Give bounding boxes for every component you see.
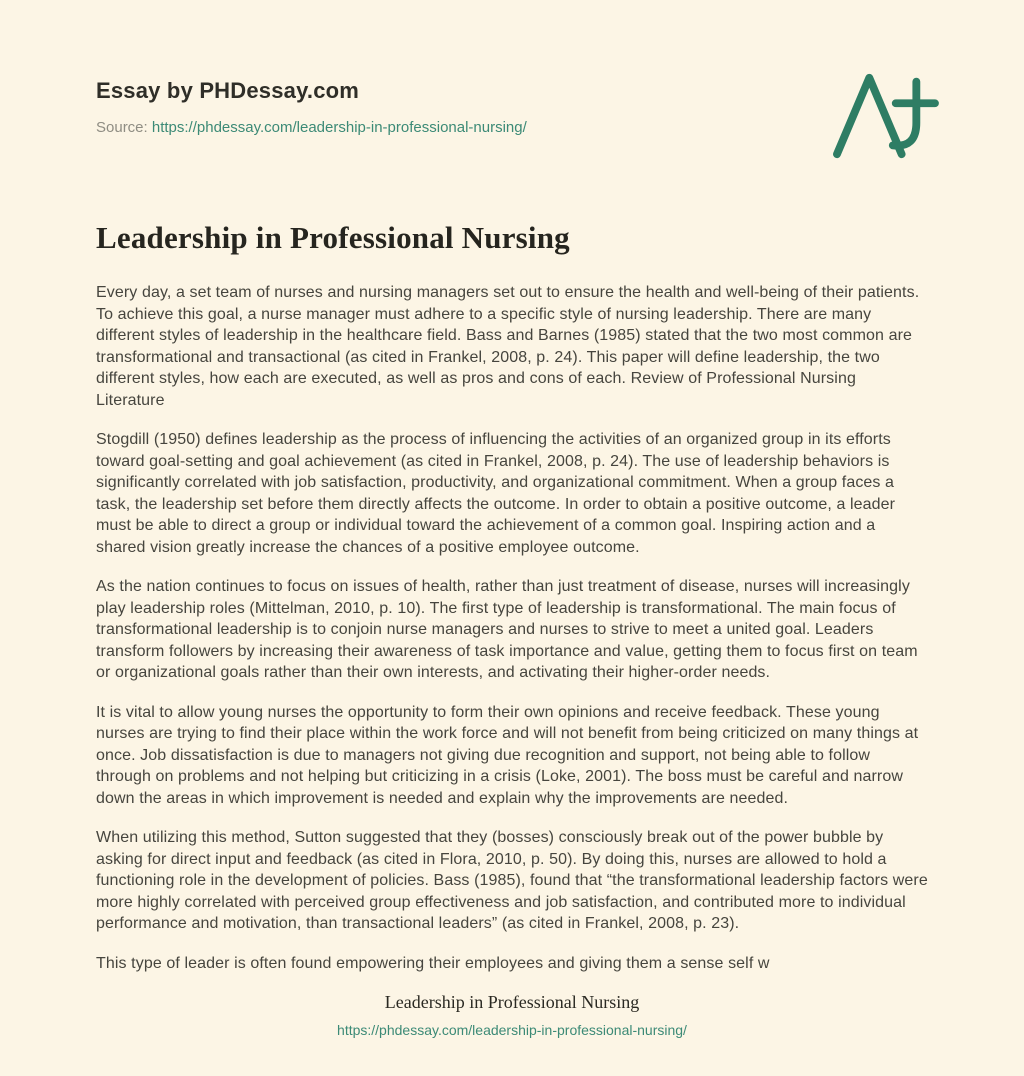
footer-title: Leadership in Professional Nursing xyxy=(384,992,640,1012)
essay-paragraph: It is vital to allow young nurses the opportunity to form their own opinions and receive feedback. These young nurses are trying to find their place within the work force and will not benefit from being criticized on many things at once. Job dissatisfaction is due to managers not giving due recognition and support, not being able to follow through on problems and not helping but criticizing in a crisis (Loke, 2001). The boss must be careful and narrow down the areas in which improvement is needed and explain why the improvements are needed. xyxy=(96,703,919,807)
page-title: Leadership in Professional Nursing xyxy=(96,220,570,255)
source-label: Source: xyxy=(96,119,148,136)
essay-body xyxy=(96,282,928,974)
essay-paragraph: Stogdill (1950) defines leadership as the process of influencing the activities of an organized group in its efforts toward goal-setting and goal achievement (as cited in Frankel, 2008, p. 24). The use of leadership behaviors is significantly correlated with job satisfaction, productivity, and organizational commitment. When a group faces a task, the leadership set before them directly affects the outcome. In order to obtain a positive outcome, a leader must be able to direct a group or individual toward the achievement of a common goal. Inspiring action and a shared vision greatly increase the chances of a positive employee outcome. xyxy=(96,431,896,556)
source-row xyxy=(96,119,928,136)
essay-paragraph: When utilizing this method, Sutton suggested that they (bosses) consciously break out of the power bubble by asking for direct input and feedback (as cited in Flora, 2010, p. 50). By doing this, nurses are allowed to hold a functioning role in the development of policies. Bass (1985), found that “the transformational leadership factors were more highly correlated with perceived group effectiveness and job satisfaction, and contributed more to individual performance and motivation, than transactional leaders” (as cited in Frankel, 2008, p. 23). xyxy=(96,829,928,932)
footer-url-link[interactable]: https://phdessay.com/leadership-in-professional-nursing/ xyxy=(337,1022,687,1038)
essay-paragraph: Every day, a set team of nurses and nursing managers set out to ensure the health and well-being of their patients. To achieve this goal, a nurse manager must adhere to a specific style of nursing leadership. There are many different styles of leadership in the healthcare field. Bass and Barnes (1985) stated that the two most common are transformational and transactional (as cited in Frankel, 2008, p. 24). This paper will define leadership, the two different styles, how each are executed, as well as pros and cons of each. Review of Professional Nursing Literature xyxy=(96,284,920,409)
essay-paragraph: As the nation continues to focus on issues of health, rather than just treatment of disease, nurses will increasingly play leadership roles (Mittelman, 2010, p. 10). The first type of leadership is transformational. The main focus of transformational leadership is to conjoin nurse managers and nurses to strive to meet a united goal. Leaders transform followers by increasing their awareness of task importance and value, getting them to focus first on team or organizational goals rather than their own interests, and activating their higher-order needs. xyxy=(96,578,918,681)
page-footer xyxy=(96,992,928,1044)
essay-by-heading: Essay by PHDessay.com xyxy=(96,78,360,103)
phdessay-aplus-logo-icon xyxy=(824,66,944,164)
source-link[interactable]: https://phdessay.com/leadership-in-professional-nursing/ xyxy=(151,119,527,136)
essay-paragraph: This type of leader is often found empowering their employees and giving them a sense self w xyxy=(96,954,770,972)
